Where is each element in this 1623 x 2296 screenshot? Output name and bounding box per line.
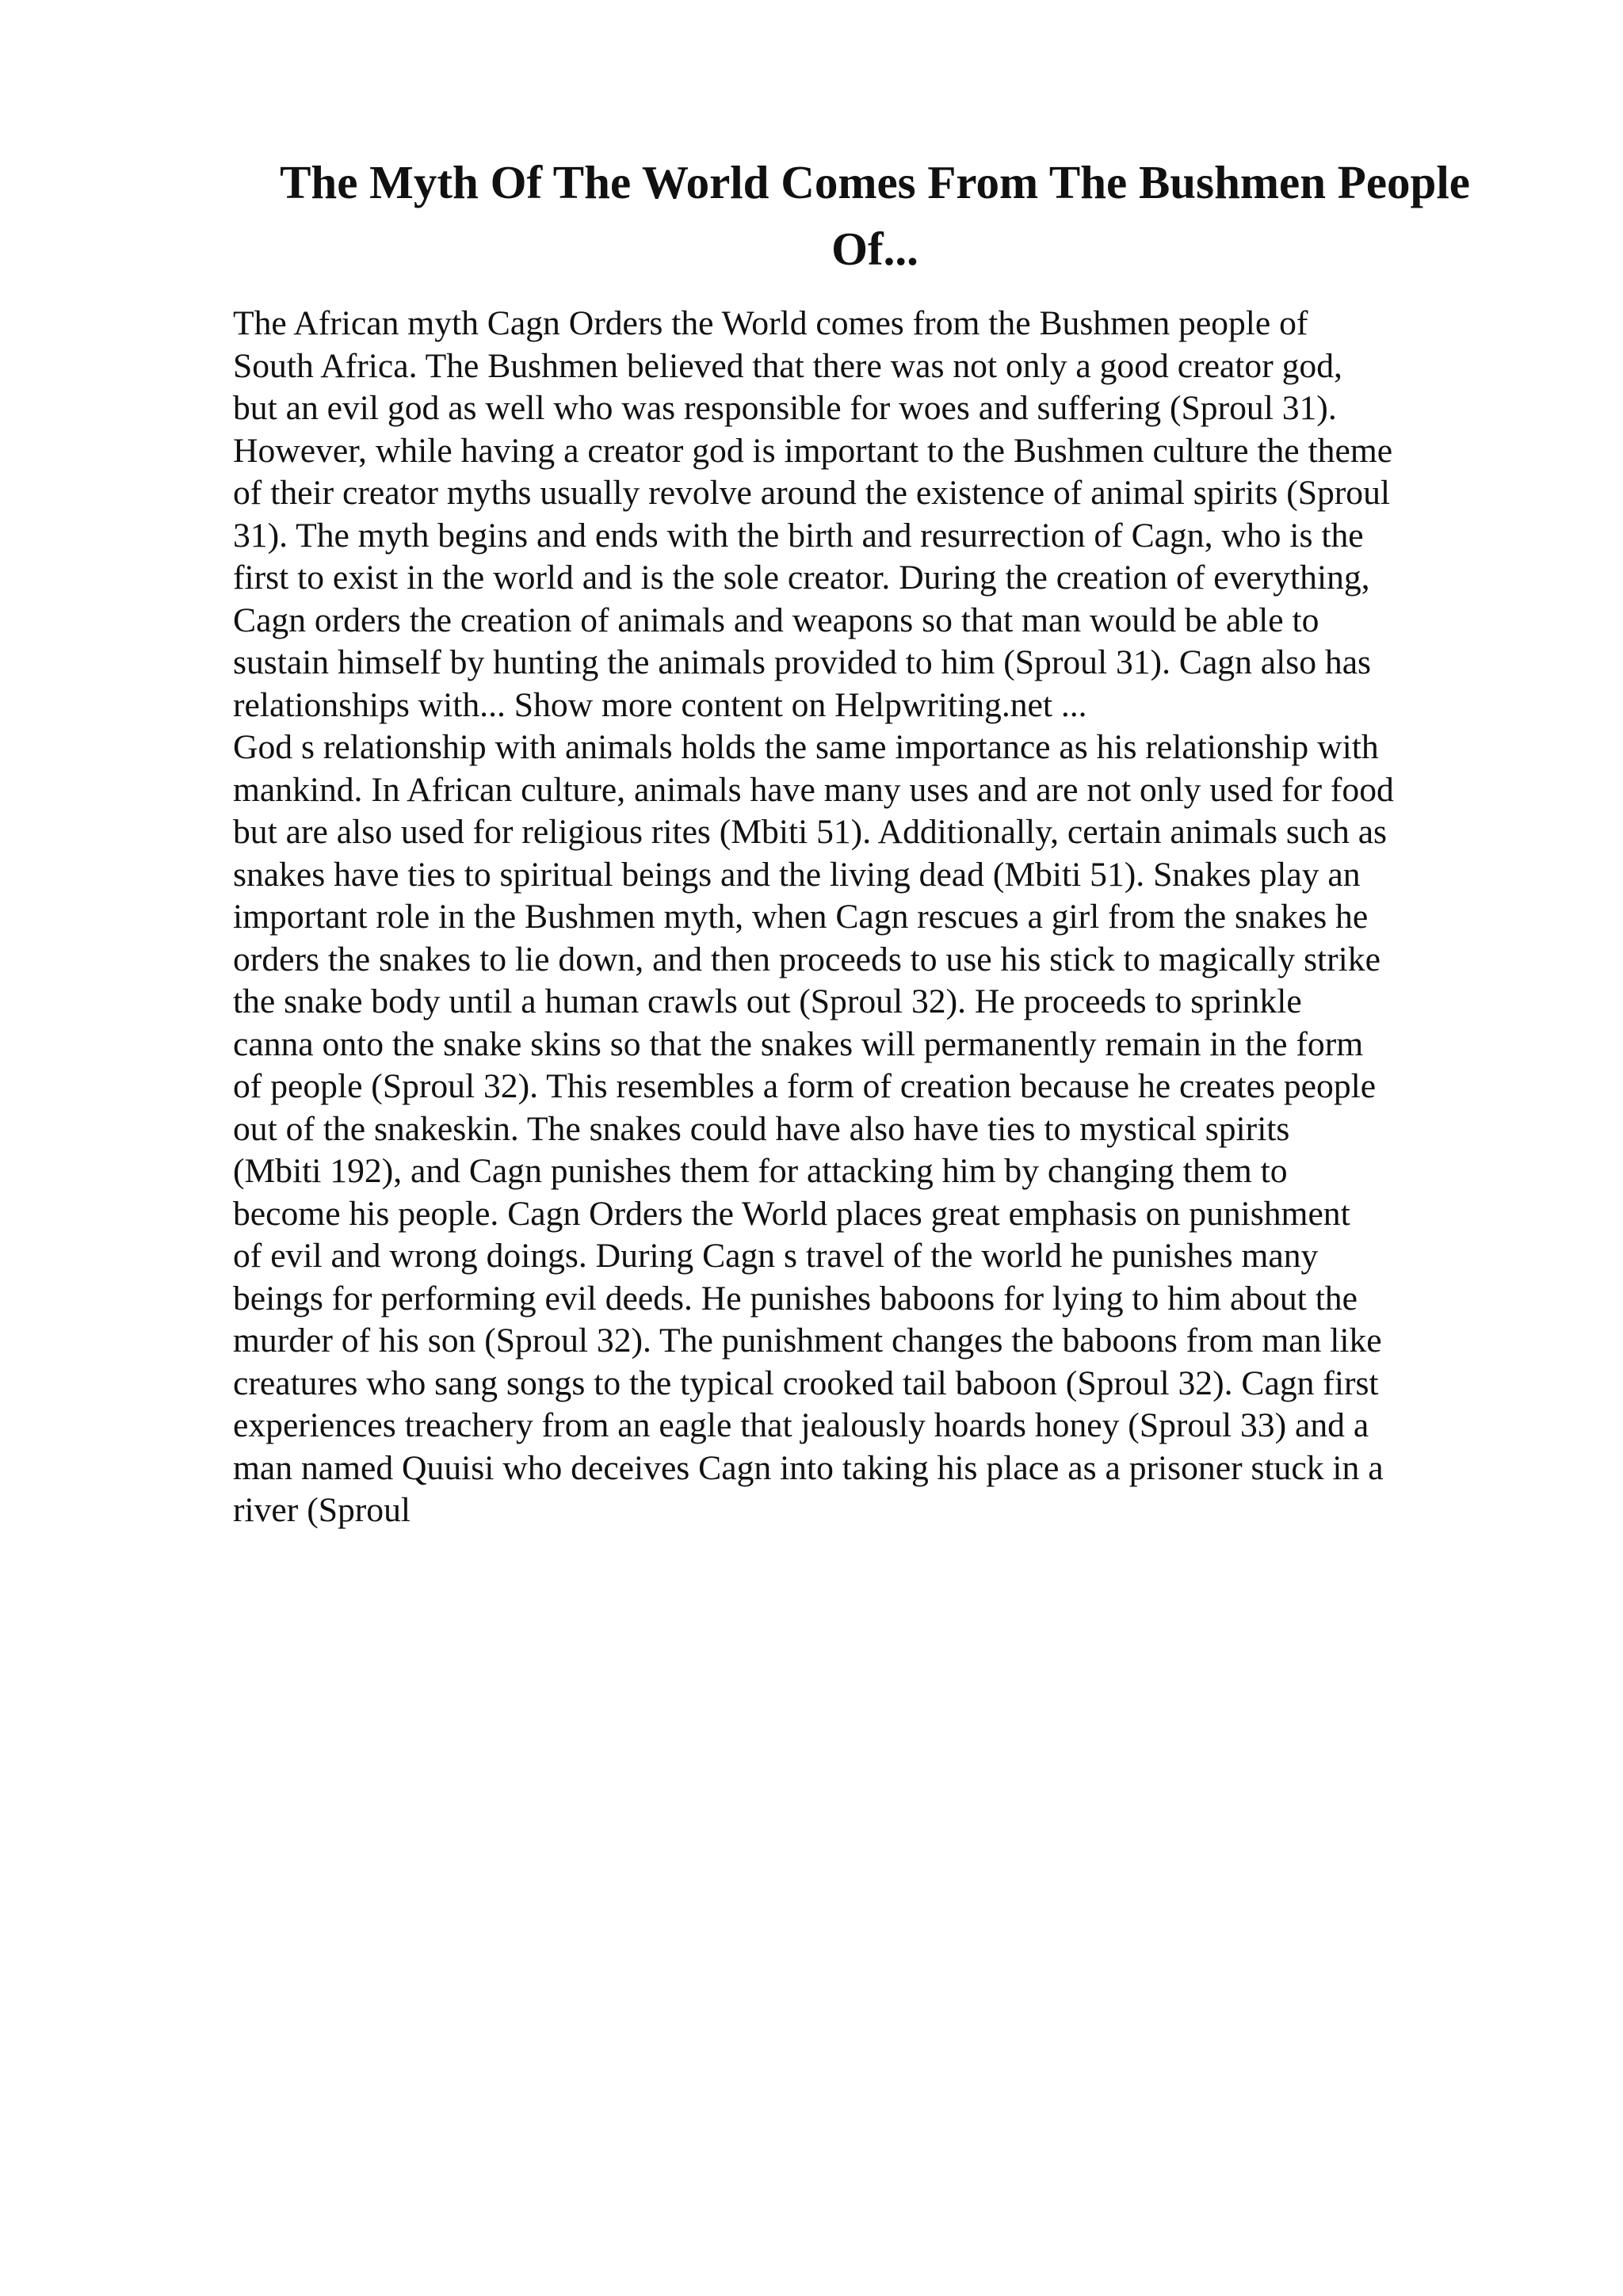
document-title <box>233 149 1517 282</box>
body-line: but are also used for religious rites (Mbiti 51). Additionally, certain animals such as <box>233 813 1388 851</box>
body-line: The African myth Cagn Orders the World comes from the Bushmen people of <box>233 304 1308 342</box>
body-line: murder of his son (Sproul 32). The punishment changes the baboons from man like <box>233 1322 1382 1360</box>
body-line: South Africa. The Bushmen believed that there was not only a good creator god, <box>233 346 1342 385</box>
body-line: out of the snakeskin. The snakes could have also have ties to mystical spirits <box>233 1109 1290 1148</box>
body-line: of people (Sproul 32). This resembles a form of creation because he creates people <box>233 1067 1377 1105</box>
body-line: creatures who sang songs to the typical crooked tail baboon (Sproul 32). Cagn first <box>233 1363 1379 1402</box>
body-line: river (Sproul <box>233 1491 411 1529</box>
body-line: but an evil god as well who was responsible for woes and suffering (Sproul 31). <box>233 389 1337 427</box>
body-line: of evil and wrong doings. During Cagn s travel of the world he punishes many <box>233 1237 1319 1275</box>
body-line: beings for performing evil deeds. He punishes baboons for lying to him about the <box>233 1279 1358 1318</box>
body-line: canna onto the snake skins so that the snakes will permanently remain in the form <box>233 1024 1364 1063</box>
body-line: the snake body until a human crawls out (Sproul 32). He proceeds to sprinkle <box>233 982 1302 1020</box>
body-line: sustain himself by hunting the animals provided to him (Sproul 31). Cagn also has <box>233 643 1372 681</box>
body-line: of their creator myths usually revolve around the existence of animal spirits (Sproul <box>233 474 1390 512</box>
body-line: orders the snakes to lie down, and then proceeds to use his stick to magically strike <box>233 940 1381 978</box>
body-line: 31). The myth begins and ends with the birth and resurrection of Cagn, who is the <box>233 516 1364 555</box>
body-line: relationships with... Show more content on Helpwriting.net ... <box>233 685 1087 724</box>
body-line: However, while having a creator god is important to the Bushmen culture the theme <box>233 431 1393 470</box>
body-line: Cagn orders the creation of animals and weapons so that man would be able to <box>233 601 1319 639</box>
title-line: The Myth Of The World Comes From The Bushmen People <box>280 156 1470 208</box>
body-line: mankind. In African culture, animals have many uses and are not only used for food <box>233 770 1394 809</box>
body-line: God s relationship with animals holds the same importance as his relationship with <box>233 728 1379 766</box>
body-line: become his people. Cagn Orders the World places great emphasis on punishment <box>233 1194 1350 1233</box>
body-line: important role in the Bushmen myth, when Cagn rescues a girl from the snakes he <box>233 898 1369 936</box>
body-line: first to exist in the world and is the sole creator. During the creation of everything, <box>233 559 1370 597</box>
body-line: man named Quuisi who deceives Cagn into taking his place as a prisoner stuck in a <box>233 1448 1384 1487</box>
body-line: (Mbiti 192), and Cagn punishes them for attacking him by changing them to <box>233 1152 1288 1190</box>
title-line: Of... <box>831 223 918 275</box>
body-line: experiences treachery from an eagle that jealously hoards honey (Sproul 33) and a <box>233 1406 1369 1444</box>
document-body <box>233 303 1533 1532</box>
body-line: snakes have ties to spiritual beings and the living dead (Mbiti 51). Snakes play an <box>233 855 1361 894</box>
